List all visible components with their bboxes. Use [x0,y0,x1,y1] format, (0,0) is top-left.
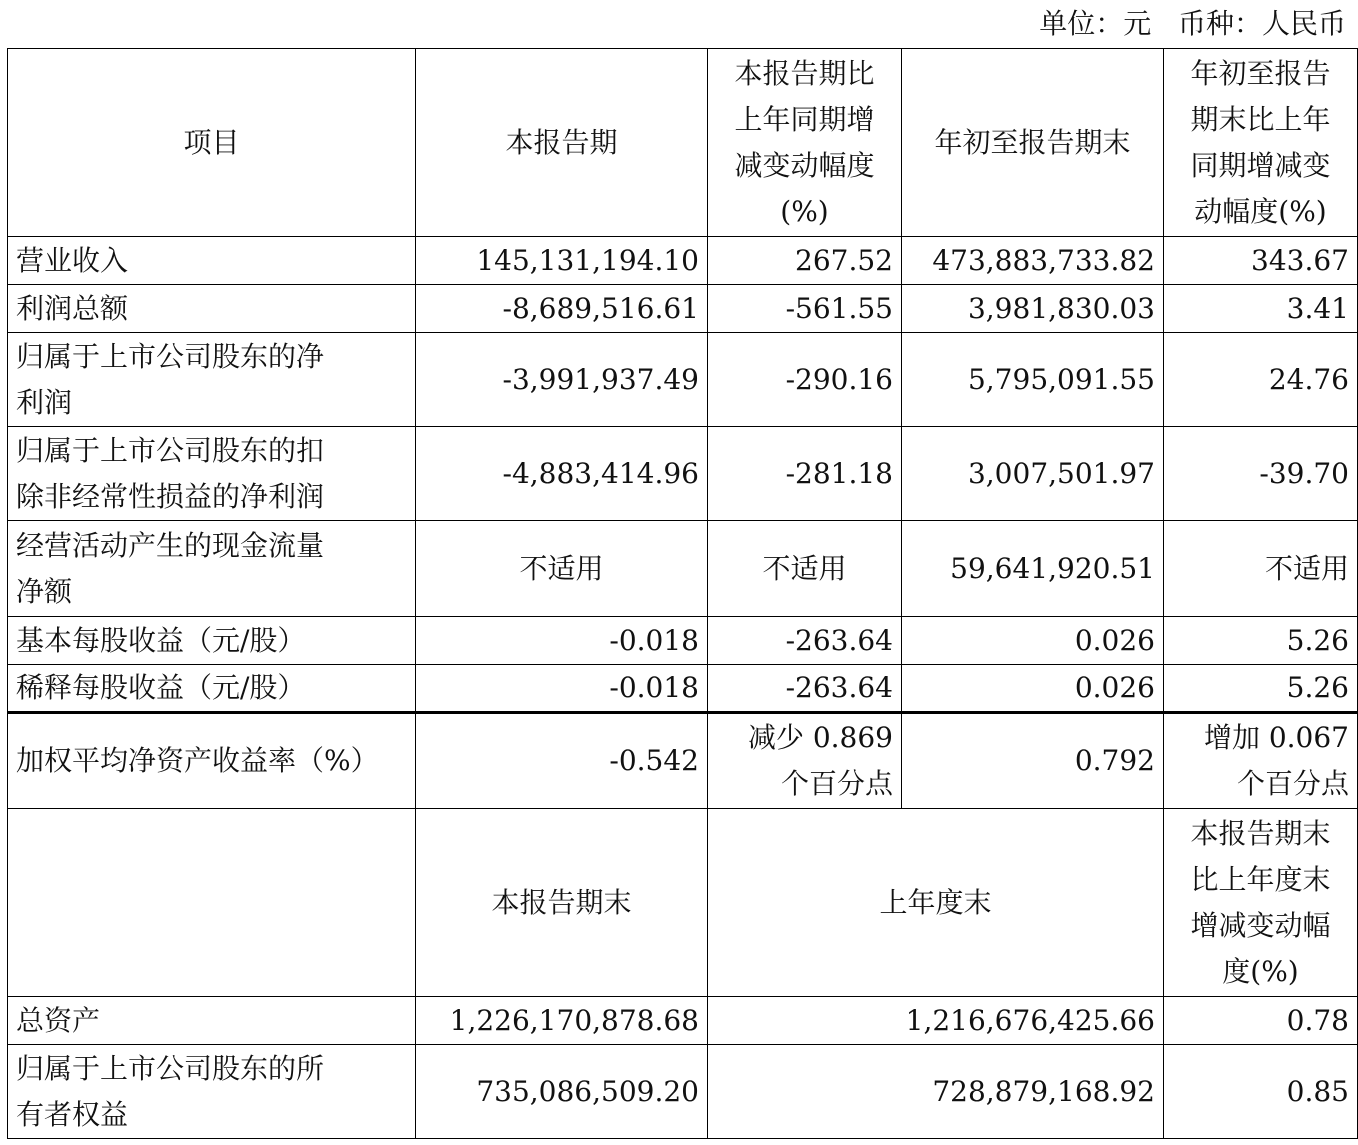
row-label: 总资产 [8,997,416,1045]
cell-ytd: 473,883,733.82 [902,237,1164,285]
cell-current: -0.018 [416,665,708,713]
header2-period-end: 本报告期末 [416,809,708,997]
header2-last-year-end: 上年度末 [708,809,1164,997]
cell-ytd-change: 24.76 [1164,333,1358,427]
table-header-row [8,49,1358,237]
cell-ytd-change: 增加 0.067 个百分点 [1164,713,1358,809]
row-label: 基本每股收益（元/股） [8,617,416,665]
cell-period-end: 735,086,509.20 [416,1045,708,1139]
cell-ytd-change: 5.26 [1164,665,1358,713]
row-label: 经营活动产生的现金流量 净额 [8,521,416,617]
table-row [8,997,1358,1045]
cell-change: -281.18 [708,427,902,521]
cell-ytd-change: -39.70 [1164,427,1358,521]
cell-ytd-change: 3.41 [1164,285,1358,333]
unit-currency-line: 单位：元 币种：人民币 [1039,7,1346,40]
table-header-row-2 [8,809,1358,997]
row-label: 归属于上市公司股东的净 利润 [8,333,416,427]
table-row [8,665,1358,713]
cell-change: 不适用 [708,521,902,617]
cell-current: -8,689,516.61 [416,285,708,333]
cell-ytd-change: 5.26 [1164,617,1358,665]
cell-current: -0.018 [416,617,708,665]
header-current-change: 本报告期比 上年同期增 减变动幅度 (%) [708,49,902,237]
header-ytd-change: 年初至报告 期末比上年 同期增减变 动幅度(%) [1164,49,1358,237]
cell-change: 267.52 [708,237,902,285]
header-current-period: 本报告期 [416,49,708,237]
cell-ytd: 0.792 [902,713,1164,809]
cell-ytd-change: 不适用 [1164,521,1358,617]
table-row [8,617,1358,665]
cell-last-year-end: 728,879,168.92 [708,1045,1164,1139]
cell-period-end: 1,226,170,878.68 [416,997,708,1045]
table-row [8,521,1358,617]
cell-ytd: 0.026 [902,617,1164,665]
table-row [8,333,1358,427]
cell-change: 0.78 [1164,997,1358,1045]
cell-ytd: 3,981,830.03 [902,285,1164,333]
cell-current: 不适用 [416,521,708,617]
cell-change: -263.64 [708,665,902,713]
cell-ytd-change: 343.67 [1164,237,1358,285]
header2-change: 本报告期末 比上年度末 增减变动幅 度(%) [1164,809,1358,997]
cell-current: -0.542 [416,713,708,809]
cell-current: 145,131,194.10 [416,237,708,285]
cell-ytd: 0.026 [902,665,1164,713]
cell-change: -290.16 [708,333,902,427]
header-ytd: 年初至报告期末 [902,49,1164,237]
cell-last-year-end: 1,216,676,425.66 [708,997,1164,1045]
cell-change: -263.64 [708,617,902,665]
cell-current: -3,991,937.49 [416,333,708,427]
cell-current: -4,883,414.96 [416,427,708,521]
cell-change: -561.55 [708,285,902,333]
header-item: 项目 [8,49,416,237]
cell-change: 减少 0.869 个百分点 [708,713,902,809]
cell-ytd: 5,795,091.55 [902,333,1164,427]
header2-item [8,809,416,997]
row-label: 归属于上市公司股东的扣 除非经常性损益的净利润 [8,427,416,521]
row-label: 营业收入 [8,237,416,285]
table-row [8,1045,1358,1139]
row-label: 加权平均净资产收益率（%） [8,713,416,809]
table-row [8,713,1358,809]
row-label: 利润总额 [8,285,416,333]
row-label: 归属于上市公司股东的所 有者权益 [8,1045,416,1139]
cell-ytd: 59,641,920.51 [902,521,1164,617]
table-row [8,427,1358,521]
cell-change: 0.85 [1164,1045,1358,1139]
cell-ytd: 3,007,501.97 [902,427,1164,521]
row-label: 稀释每股收益（元/股） [8,665,416,713]
table-row [8,237,1358,285]
financial-summary-table [7,48,1358,1139]
table-row [8,285,1358,333]
